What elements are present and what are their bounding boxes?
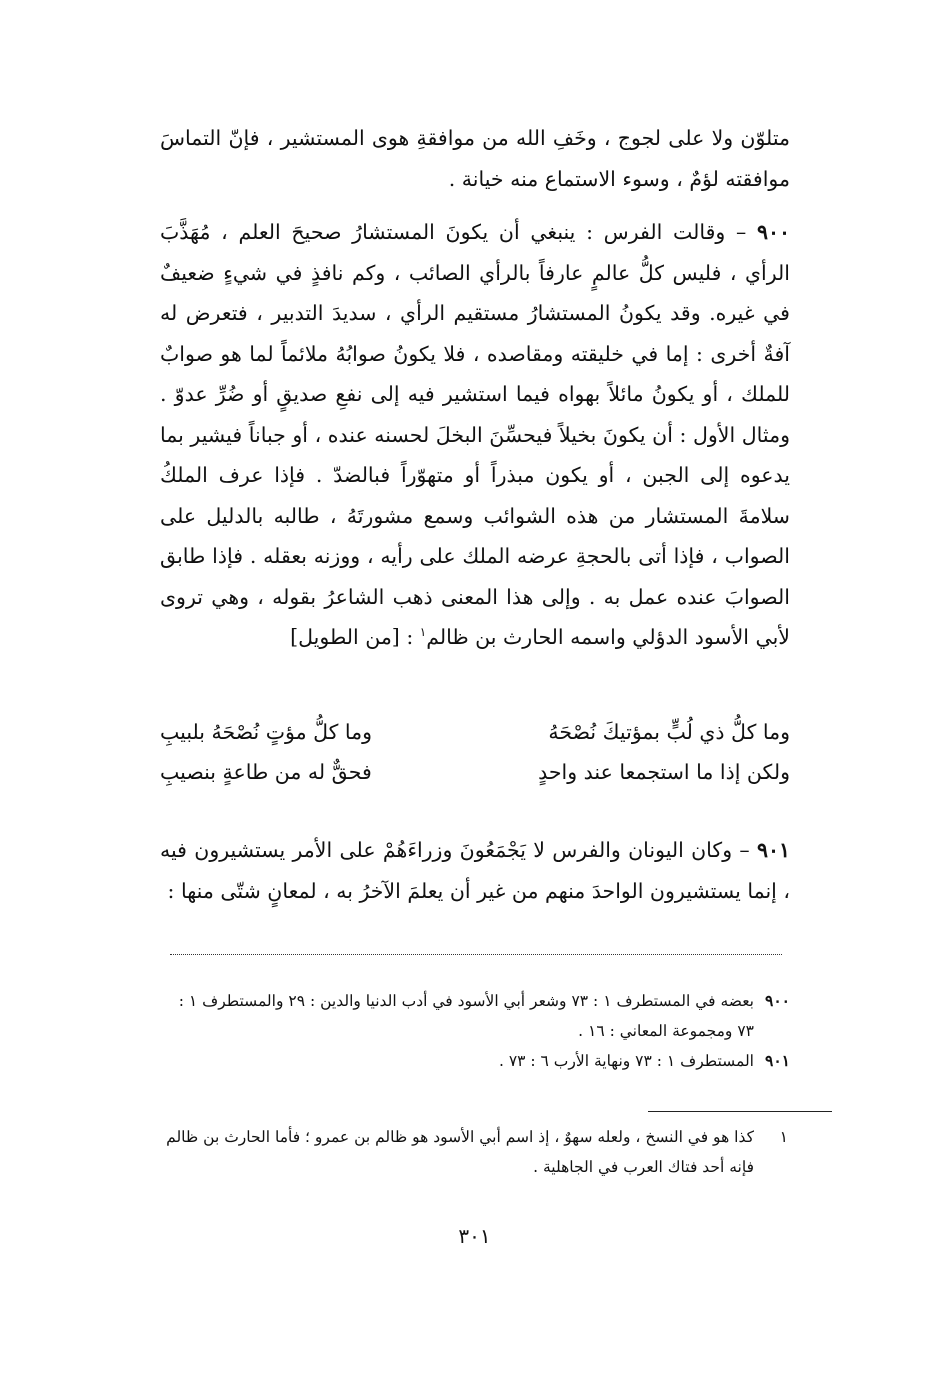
paragraph-900-text: – وقالت الفرس : ينبغي أن يكونَ المستشارُ صحيحَ العلم ، مُهَذَّبَ الرأي ، فليس كلُّ عالمٍ عارفاً بالرأي الصائب ، وكم نافذٍ في شيءٍ ضعيفٌ في غيره. وقد يكونُ المستشارُ مستقيم الرأي ، سديدَ التدبير ، فتعرض له آفةٌ أخرى : إما في خليقته ومقاصده ، فلا يكونُ صوابُهُ ملائماً لما هو صوابٌ للملك ، أو يكونُ مائلاً بهواه فيما استشير فيه إلى نفعِ صديقٍ أو ضُرِّ عدوّ . ومثال الأول : أن يكونَ بخيلاً فيحسِّنَ البخلَ لحسنه عنده ، أو جباناً فيشير بما يدعوه إلى الجبن ، أو يكون مبذراً أو متهوّراً فبالضدّ . فإذا عرف الملكُ سلامةَ المستشار من هذه الشوائب وسمع مشورتَهُ ، طالبه بالدليل على الصواب ، فإذا أتى بالحجةِ عرضه الملك على رأيه ، ووزنه بعقله . فإذا طابق الصوابَ عنده عمل به . وإلى هذا المعنى ذهب الشاعرُ بقوله ، وهي تروى لأبي الأسود الدؤلي واسمه الحارث بن ظالم <box>160 220 790 649</box>
poem <box>160 720 790 800</box>
reference-number: ٩٠١ <box>765 1051 790 1070</box>
hemistich-second: فحقٌّ له من طاعةٍ بنصيبِ <box>160 760 372 784</box>
paragraph-901 <box>160 830 790 911</box>
section-number-900: ٩٠٠ <box>756 220 790 244</box>
footnote-marker: ١ <box>419 625 427 640</box>
reference-text: المستطرف ١ : ٧٣ ونهاية الأرب ٦ : ٧٣ . <box>498 1052 754 1070</box>
main-text <box>160 118 790 658</box>
reference-entry <box>160 986 800 1046</box>
paragraph-901-block <box>160 830 790 911</box>
hemistich-second: وما كلُّ مؤتٍ نُصْحَهُ بلبيبِ <box>160 720 373 744</box>
verse-line <box>160 760 790 800</box>
footnote-rule <box>648 1111 832 1112</box>
paragraph-901-text: – وكان اليونان والفرس لا يَجْمَعُونَ وزراءَهُمْ على الأمر يستشيرون فيه ، إنما يستشيرون الواحدَ منهم من غير أن يعلمَ الآخرُ به ، لمعانٍ شتّى منها : <box>160 838 790 903</box>
page-number: ٣٠١ <box>458 1224 491 1248</box>
reference-number: ٩٠٠ <box>765 991 790 1010</box>
paragraph-900 <box>160 212 790 658</box>
source-references <box>160 986 800 1076</box>
reference-entry <box>160 1046 800 1076</box>
dotted-divider <box>170 954 782 955</box>
footnotes <box>160 1122 800 1182</box>
footnote-entry <box>160 1122 800 1182</box>
hemistich-first: ولكن إذا ما استجمعا عند واحدٍ <box>538 760 790 784</box>
meter-label: : [من الطويل] <box>290 625 420 649</box>
section-number-901: ٩٠١ <box>756 838 790 862</box>
footnote-number: ١ <box>779 1128 788 1146</box>
footnote-text: كذا هو في النسخ ، ولعله سهوٌ ، إذ اسم أبي الأسود هو ظالم بن عمرو ؛ فأما الحارث بن ظالم فإنه أحد فتاك العرب في الجاهلية . <box>166 1128 754 1176</box>
intro-paragraph: متلوّن ولا على لجوج ، وخَفِ الله من موافقةِ هوى المستشير ، فإنّ التماسَ موافقته لؤمٌ ، وسوء الاستماع منه خيانة . <box>160 126 790 191</box>
verse-line <box>160 720 790 760</box>
hemistich-first: وما كلُّ ذي لُبٍّ بمؤتيكَ نُصْحَهُ <box>548 720 790 744</box>
reference-text: بعضه في المستطرف ١ : ٧٣ وشعر أبي الأسود في أدب الدنيا والدين : ٢٩ والمستطرف ١ : ٧٣ ومجموعة المعاني : ١٦ . <box>178 992 754 1040</box>
